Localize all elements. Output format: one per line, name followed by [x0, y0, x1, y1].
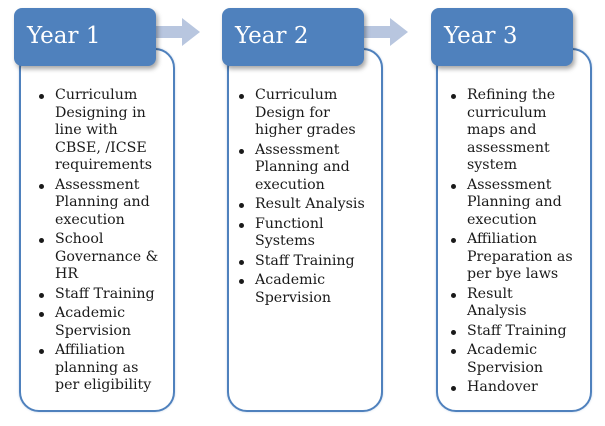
list-item: Functionl Systems [238, 216, 367, 251]
year-2-list [238, 87, 367, 309]
list-item: Assessment Planning and execution [238, 142, 367, 195]
list-item: Result Analysis [450, 286, 576, 321]
list-item: Staff Training [238, 253, 367, 271]
year-2-header: Year 2 [222, 8, 364, 66]
list-item: Curriculum Designing in line with CBSE, /ICSE requirements [38, 87, 159, 175]
right-arrow-icon [360, 18, 410, 46]
list-item: Academic Spervision [38, 305, 159, 340]
list-item: Academic Spervision [450, 342, 576, 377]
list-item: Affiliation Preparation as per bye laws [450, 231, 576, 284]
year-3-list [450, 87, 576, 399]
list-item: Staff Training [450, 323, 576, 341]
year-2-column [222, 0, 402, 426]
year-3-box [436, 48, 592, 412]
list-item: Handover [450, 379, 576, 397]
year-3-header: Year 3 [431, 8, 573, 66]
list-item: Result Analysis [238, 196, 367, 214]
list-item: Refining the curriculum maps and assessment system [450, 87, 576, 175]
list-item: School Governance & HR [38, 231, 159, 284]
year-1-header: Year 1 [14, 8, 156, 66]
list-item: Assessment Planning and execution [38, 177, 159, 230]
year-1-column [14, 0, 194, 426]
year-3-column [431, 0, 605, 426]
list-item: Curriculum Design for higher grades [238, 87, 367, 140]
year-2-box [227, 48, 383, 412]
list-item: Academic Spervision [238, 272, 367, 307]
list-item: Staff Training [38, 286, 159, 304]
year-1-list [38, 87, 159, 397]
list-item: Assessment Planning and execution [450, 177, 576, 230]
right-arrow-icon [152, 18, 202, 46]
year-1-box [19, 48, 175, 412]
list-item: Affiliation planning as per eligibility [38, 342, 159, 395]
